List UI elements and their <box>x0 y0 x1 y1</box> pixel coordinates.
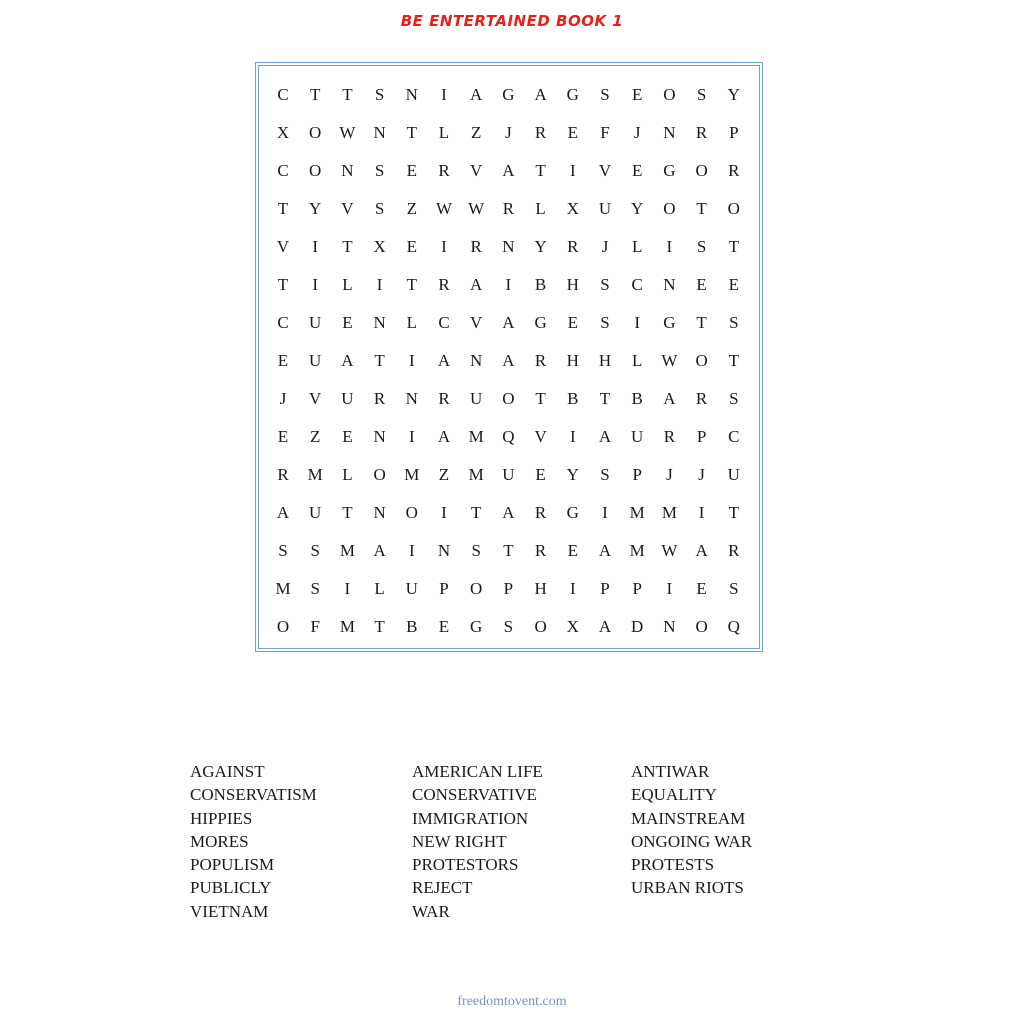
grid-letter[interactable]: P <box>439 579 449 598</box>
grid-letter[interactable]: E <box>728 275 739 294</box>
grid-letter[interactable]: Y <box>727 85 740 104</box>
grid-letter[interactable]: I <box>569 161 576 180</box>
grid-letter[interactable]: W <box>661 351 678 370</box>
grid-letter[interactable]: Z <box>406 199 417 218</box>
word-list-item: EQUALITY <box>631 785 717 805</box>
grid-letter[interactable]: A <box>534 85 547 104</box>
grid-letter[interactable]: N <box>663 123 676 142</box>
grid-letter[interactable]: T <box>535 161 546 180</box>
grid-letter[interactable]: F <box>310 617 320 636</box>
grid-letter[interactable]: O <box>663 85 676 104</box>
footer-site-link[interactable]: freedomtovent.com <box>457 994 567 1009</box>
grid-letter[interactable]: T <box>728 503 739 522</box>
grid-letter[interactable]: G <box>534 313 547 332</box>
word-list-item: IMMIGRATION <box>412 808 529 828</box>
grid-letter[interactable]: F <box>600 123 610 142</box>
grid-letter[interactable]: E <box>631 85 643 104</box>
grid-letter[interactable]: C <box>277 161 289 180</box>
word-list-item: HIPPIES <box>190 808 253 828</box>
grid-letter[interactable]: X <box>566 617 579 636</box>
grid-letter[interactable]: C <box>277 313 289 332</box>
grid-letter[interactable]: A <box>437 351 451 370</box>
grid-letter[interactable]: A <box>663 389 676 408</box>
grid-letter[interactable]: M <box>404 465 420 484</box>
grid-letter[interactable]: O <box>534 617 547 636</box>
word-list-item: ANTIWAR <box>631 762 710 781</box>
grid-letter[interactable]: Q <box>502 427 515 446</box>
grid-letter[interactable]: A <box>470 275 483 294</box>
grid-letter[interactable]: Q <box>727 617 740 636</box>
grid-letter[interactable]: D <box>631 617 644 636</box>
grid-letter[interactable]: S <box>600 85 610 104</box>
grid-letter[interactable]: A <box>437 427 451 446</box>
grid-letter[interactable]: G <box>502 85 515 104</box>
grid-letter[interactable]: I <box>376 275 383 294</box>
grid-letter[interactable]: Z <box>470 123 482 142</box>
word-list-item: VIETNAM <box>190 901 269 921</box>
grid-letter[interactable]: T <box>696 199 707 218</box>
grid-letter[interactable]: U <box>309 313 322 332</box>
grid-letter[interactable]: R <box>470 237 482 256</box>
grid-letter[interactable]: T <box>374 351 385 370</box>
grid-letter[interactable]: C <box>277 85 289 104</box>
grid-letter[interactable]: A <box>470 85 483 104</box>
grid-letter[interactable]: C <box>438 313 450 332</box>
grid-letter[interactable]: L <box>438 123 450 142</box>
grid-letter[interactable]: T <box>374 617 385 636</box>
grid-letter[interactable]: I <box>441 85 447 104</box>
grid-letter[interactable]: G <box>566 85 579 104</box>
grid-letter[interactable]: N <box>373 313 386 332</box>
grid-letter[interactable]: L <box>342 465 353 484</box>
grid-letter[interactable]: N <box>437 541 451 560</box>
grid-letter[interactable]: I <box>408 541 415 560</box>
word-list-item: NEW RIGHT <box>412 831 507 851</box>
grid-letter[interactable]: R <box>373 389 386 408</box>
grid-letter[interactable]: T <box>599 389 611 408</box>
grid-letter[interactable]: C <box>631 275 643 294</box>
grid-letter[interactable]: I <box>569 427 576 446</box>
grid-letter[interactable]: S <box>471 541 481 560</box>
grid-letter[interactable]: W <box>339 123 356 142</box>
grid-letter[interactable]: N <box>405 85 418 104</box>
grid-letter[interactable]: Z <box>438 465 450 484</box>
word-list-item: PROTESTS <box>631 855 715 875</box>
grid-letter[interactable]: O <box>695 617 708 636</box>
grid-letter[interactable]: R <box>728 541 740 560</box>
grid-letter[interactable]: E <box>631 161 643 180</box>
grid-letter[interactable]: S <box>503 617 514 636</box>
grid-letter[interactable]: N <box>470 351 483 370</box>
word-column-2 <box>412 760 543 923</box>
grid-letter[interactable]: S <box>310 579 320 598</box>
word-list-item: POPULISM <box>190 855 275 875</box>
grid-letter[interactable]: W <box>468 199 485 218</box>
grid-letter[interactable]: I <box>666 579 673 598</box>
grid-letter[interactable]: S <box>696 85 707 104</box>
grid-letter[interactable]: G <box>663 161 676 180</box>
grid-letter[interactable]: S <box>374 161 385 180</box>
grid-letter[interactable]: R <box>728 161 740 180</box>
grid-letter[interactable]: E <box>277 427 289 446</box>
word-list-item: PUBLICLY <box>190 878 272 898</box>
grid-letter[interactable]: B <box>534 275 547 294</box>
grid-letter[interactable]: N <box>663 275 676 294</box>
grid-letter[interactable]: I <box>441 503 447 522</box>
grid-letter[interactable]: A <box>598 427 612 446</box>
grid-letter[interactable]: U <box>309 351 322 370</box>
grid-letter[interactable]: O <box>470 579 483 598</box>
grid-letter[interactable]: T <box>728 237 739 256</box>
grid-letter[interactable]: L <box>374 579 385 598</box>
grid-letter[interactable]: T <box>277 199 289 218</box>
grid-letter[interactable]: R <box>438 275 450 294</box>
grid-letter[interactable]: I <box>408 351 415 370</box>
grid-letter[interactable]: T <box>470 503 482 522</box>
grid-letter[interactable]: L <box>631 237 643 256</box>
grid-letter[interactable]: R <box>277 465 289 484</box>
grid-letter[interactable]: S <box>696 237 707 256</box>
grid-letter[interactable]: N <box>663 617 676 636</box>
grid-letter[interactable]: M <box>468 427 484 446</box>
grid-letter[interactable]: H <box>534 579 547 598</box>
grid-letter[interactable]: X <box>276 123 290 142</box>
grid-letter[interactable]: I <box>698 503 705 522</box>
grid-letter[interactable]: S <box>729 389 739 408</box>
grid-letter[interactable]: T <box>406 275 417 294</box>
grid-letter[interactable]: J <box>666 465 673 484</box>
grid-letter[interactable]: A <box>502 503 515 522</box>
grid-letter[interactable]: V <box>470 313 483 332</box>
grid-letter[interactable]: J <box>698 465 705 484</box>
grid-letter[interactable]: C <box>728 427 740 446</box>
grid-letter[interactable]: V <box>276 237 290 256</box>
grid-letter[interactable]: A <box>598 541 612 560</box>
grid-letter[interactable]: N <box>373 123 386 142</box>
grid-letter[interactable]: O <box>309 161 322 180</box>
grid-letter[interactable]: P <box>632 465 642 484</box>
grid-letter[interactable]: E <box>567 123 578 142</box>
grid-letter[interactable]: N <box>341 161 354 180</box>
grid-letter[interactable]: V <box>534 427 547 446</box>
grid-letter[interactable]: E <box>406 237 417 256</box>
grid-letter[interactable]: U <box>727 465 740 484</box>
grid-letter[interactable]: L <box>406 313 417 332</box>
grid-letter[interactable]: M <box>629 503 645 522</box>
grid-letter[interactable]: S <box>600 465 610 484</box>
grid-letter[interactable]: V <box>341 199 354 218</box>
grid-letter[interactable]: W <box>435 199 453 218</box>
grid-letter[interactable]: A <box>502 313 515 332</box>
grid-letter[interactable]: M <box>339 541 355 560</box>
grid-letter[interactable]: J <box>505 123 512 142</box>
grid-letter[interactable]: T <box>406 123 417 142</box>
grid-letter[interactable]: L <box>342 275 353 294</box>
grid-letter[interactable]: B <box>406 617 418 636</box>
word-list-item: MORES <box>190 831 249 851</box>
grid-letter[interactable]: E <box>567 313 578 332</box>
grid-letter[interactable]: T <box>277 275 289 294</box>
grid-letter[interactable]: E <box>438 617 450 636</box>
grid-letter[interactable]: I <box>602 503 608 522</box>
word-list <box>0 760 1024 930</box>
grid-letter[interactable]: R <box>695 389 708 408</box>
grid-letter[interactable]: U <box>405 579 418 598</box>
grid-letter[interactable]: I <box>344 579 351 598</box>
grid-letter[interactable]: O <box>373 465 386 484</box>
grid-letter[interactable]: E <box>696 275 707 294</box>
grid-letter[interactable]: M <box>468 465 484 484</box>
grid-letter[interactable]: L <box>535 199 546 218</box>
grid-letter[interactable]: E <box>535 465 546 484</box>
word-list-item: REJECT <box>412 878 473 898</box>
page-title: BE ENTERTAINED BOOK 1 <box>400 12 624 30</box>
grid-letter[interactable]: I <box>408 427 415 446</box>
grid-letter[interactable]: R <box>663 427 676 446</box>
grid-letter[interactable]: E <box>342 313 353 332</box>
grid-letter[interactable]: W <box>661 541 678 560</box>
grid-letter[interactable]: O <box>405 503 418 522</box>
grid-letter[interactable]: A <box>502 351 515 370</box>
grid-letter[interactable]: P <box>503 579 514 598</box>
grid-letter[interactable]: N <box>405 389 418 408</box>
grid-letter[interactable]: P <box>632 579 642 598</box>
grid-letter[interactable]: S <box>600 313 610 332</box>
grid-letter[interactable]: N <box>373 503 386 522</box>
grid-letter[interactable]: R <box>438 161 450 180</box>
grid-letter[interactable]: A <box>502 161 515 180</box>
grid-letter[interactable]: E <box>342 427 353 446</box>
grid-letter[interactable]: I <box>312 275 319 294</box>
grid-letter[interactable]: I <box>441 237 447 256</box>
grid-letter[interactable]: L <box>631 351 643 370</box>
grid-letter[interactable]: V <box>598 161 612 180</box>
grid-letter[interactable]: V <box>309 389 322 408</box>
grid-letter[interactable]: U <box>309 503 322 522</box>
grid-letter[interactable]: I <box>569 579 576 598</box>
grid-letter[interactable]: S <box>278 541 288 560</box>
grid-letter[interactable]: I <box>666 237 673 256</box>
grid-letter[interactable]: S <box>729 579 739 598</box>
grid-letter[interactable]: U <box>631 427 644 446</box>
grid-letter[interactable]: G <box>470 617 483 636</box>
grid-letter[interactable]: P <box>729 123 739 142</box>
word-list-item: CONSERVATISM <box>190 785 317 805</box>
grid-letter[interactable]: U <box>470 389 483 408</box>
grid-letter[interactable]: O <box>663 199 676 218</box>
grid-letter[interactable]: Y <box>534 237 547 256</box>
grid-letter[interactable]: T <box>696 313 707 332</box>
grid-letter[interactable]: S <box>729 313 739 332</box>
grid-letter[interactable]: A <box>598 617 612 636</box>
word-list-item: PROTESTORS <box>412 855 519 875</box>
grid-letter[interactable]: T <box>342 237 353 256</box>
grid-letter[interactable]: I <box>634 313 641 332</box>
grid-letter[interactable]: T <box>342 85 353 104</box>
grid-letter[interactable]: H <box>598 351 612 370</box>
grid-letter[interactable]: J <box>601 237 609 256</box>
grid-letter[interactable]: S <box>374 85 385 104</box>
grid-letter[interactable]: S <box>600 275 610 294</box>
grid-letter[interactable]: O <box>695 351 708 370</box>
word-list-item: AGAINST <box>190 762 265 781</box>
word-list-item: WAR <box>412 901 450 921</box>
word-list-item: ONGOING WAR <box>631 831 753 851</box>
grid-letter[interactable]: A <box>373 541 386 560</box>
grid-letter[interactable]: O <box>309 123 322 142</box>
grid-letter[interactable]: P <box>600 579 610 598</box>
grid-letter[interactable]: B <box>631 389 643 408</box>
grid-letter[interactable]: E <box>567 541 578 560</box>
grid-letter[interactable]: M <box>339 617 355 636</box>
grid-letter[interactable]: Y <box>631 199 644 218</box>
grid-letter[interactable]: X <box>566 199 579 218</box>
grid-letter[interactable]: R <box>534 541 547 560</box>
grid-letter[interactable]: O <box>276 617 290 636</box>
grid-letter[interactable]: U <box>502 465 515 484</box>
grid-letter[interactable]: R <box>534 503 547 522</box>
grid-letter[interactable]: R <box>438 389 450 408</box>
grid-letter[interactable]: E <box>277 351 289 370</box>
grid-letter[interactable]: Y <box>309 199 322 218</box>
grid-letter[interactable]: P <box>696 427 707 446</box>
grid-letter[interactable]: O <box>502 389 515 408</box>
grid-letter[interactable]: E <box>696 579 707 598</box>
grid-letter[interactable]: S <box>310 541 320 560</box>
grid-letter[interactable]: R <box>534 351 547 370</box>
grid-letter[interactable]: U <box>341 389 354 408</box>
grid-letter[interactable]: I <box>312 237 319 256</box>
grid-letter[interactable]: H <box>566 351 579 370</box>
grid-letter[interactable]: O <box>727 199 740 218</box>
grid-letter[interactable]: M <box>629 541 645 560</box>
grid-letter[interactable]: M <box>307 465 323 484</box>
grid-letter[interactable]: X <box>373 237 386 256</box>
grid-letter[interactable]: G <box>566 503 579 522</box>
word-column-1 <box>190 760 317 923</box>
grid-letter[interactable]: Y <box>566 465 579 484</box>
word-list-item: CONSERVATIVE <box>412 785 537 805</box>
grid-letter[interactable]: T <box>309 85 321 104</box>
grid-letter[interactable]: T <box>342 503 353 522</box>
grid-letter[interactable]: J <box>633 123 641 142</box>
grid-letter[interactable]: H <box>566 275 579 294</box>
grid-letter[interactable]: B <box>567 389 579 408</box>
word-list-item: AMERICAN LIFE <box>412 762 543 781</box>
grid-letter[interactable]: R <box>534 123 547 142</box>
grid-letter[interactable]: A <box>276 503 290 522</box>
grid-letter[interactable]: O <box>695 161 708 180</box>
grid-letter[interactable]: A <box>695 541 708 560</box>
grid-letter[interactable]: N <box>373 427 386 446</box>
grid-letter[interactable]: G <box>663 313 676 332</box>
grid-letter[interactable]: R <box>567 237 579 256</box>
grid-letter[interactable]: I <box>505 275 512 294</box>
grid-letter[interactable]: N <box>502 237 515 256</box>
grid-letter[interactable]: T <box>503 541 514 560</box>
grid-letter[interactable]: M <box>661 503 677 522</box>
grid-letter[interactable]: S <box>374 199 385 218</box>
grid-letter[interactable]: R <box>502 199 515 218</box>
grid-letter[interactable]: A <box>341 351 354 370</box>
word-list-item: URBAN RIOTS <box>631 878 744 898</box>
grid-letter[interactable]: V <box>470 161 483 180</box>
grid-letter[interactable]: T <box>728 351 739 370</box>
grid-letter[interactable]: M <box>275 579 291 598</box>
grid-letter[interactable]: T <box>535 389 546 408</box>
grid-letter[interactable]: R <box>695 123 708 142</box>
grid-letter[interactable]: Z <box>309 427 321 446</box>
grid-letter[interactable]: E <box>406 161 417 180</box>
word-list-item: MAINSTREAM <box>631 808 746 828</box>
grid-letter[interactable]: U <box>598 199 612 218</box>
grid-letter[interactable]: J <box>279 389 287 408</box>
word-column-3 <box>631 760 752 900</box>
